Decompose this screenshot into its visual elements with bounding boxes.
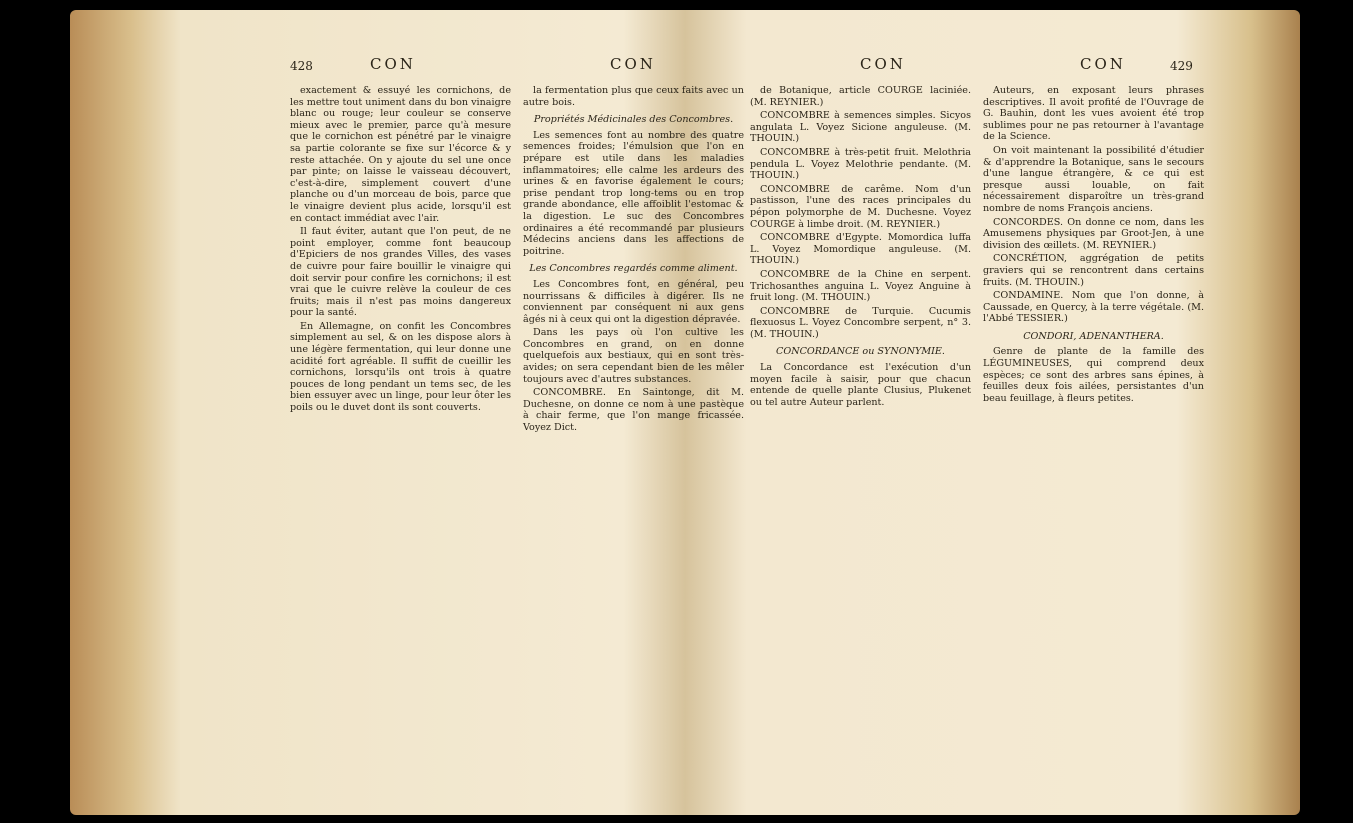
running-head-word: CON bbox=[370, 55, 416, 73]
paragraph: La Concordance est l'exécution d'un moyen facile à saisir, pour que chacun entende de quelle plante Clusius, Plukenet ou tel autre Auteur parlent. bbox=[750, 362, 971, 408]
section-title: CONDORI, ADENANTHERA. bbox=[1023, 330, 1164, 342]
paragraph: Dans les pays où l'on cultive les Concombres en grand, on en donne quelquefois aux bestiaux, qui en sont très-avides; on sera cependant bien de les mêler toujours avec d'autres substances. bbox=[523, 327, 744, 385]
paragraph: CONCORDES. On donne ce nom, dans les Amusemens physiques par Groot-Jen, à une division des œillets. (M. REYNIER.) bbox=[983, 216, 1204, 251]
running-head-word: CON bbox=[860, 55, 906, 73]
page-number: 428 bbox=[290, 59, 313, 73]
paragraph: En Allemagne, on confit les Concombres simplement au sel, & on les dispose alors à une légère fermentation, qui leur donne une acidité fort agréable. Il suffit de cueillir les cornichons, lorsqu'ils ont trois à quatre pouces de long pendant un tems sec, de les bien essuyer avec un linge, pour leur ôter les poils ou le duvet dont ils sont couverts. bbox=[290, 320, 511, 414]
paragraph: Auteurs, en exposant leurs phrases descriptives. Il avoit profité de l'Ouvrage de G. Bauhin, dont les vues avoient été trop sublimes pour ne pas retourner à l'avantage de la Science. bbox=[983, 85, 1204, 143]
paragraph: la fermentation plus que ceux faits avec un autre bois. bbox=[523, 85, 744, 108]
paragraph: CONCOMBRE à semences simples. Sicyos angulata L. Voyez Sicione anguleuse. (M. THOUIN.) bbox=[750, 110, 971, 145]
left-col-1 bbox=[290, 85, 511, 436]
page-number: 429 bbox=[1170, 59, 1193, 73]
paragraph: CONDAMINE. Nom que l'on donne, à Caussade, en Quercy, à la terre végétale. (M. l'Abbé TESSIER.) bbox=[983, 290, 1204, 325]
paragraph: Les semences font au nombre des quatre semences froides; l'émulsion que l'on en prépare est utile dans les maladies inflammatoires; elle calme les ardeurs des urines & en favorise également le cours; prise pendant trop long-tems ou en trop grande abondance, elle affoiblit l'estomac & la digestion. Le suc des Concombres ordinaires a été recommandé par plusieurs Médecins anciens dans les affections de poitrine. bbox=[523, 129, 744, 257]
running-head-word: CON bbox=[1080, 55, 1126, 73]
paragraph: Les Concombres font, en général, peu nourrissans & difficiles à digérer. Ils ne conviennent par conséquent ni aux gens âgés ni à ceux qui ont la digestion dépravée. bbox=[523, 278, 744, 325]
paragraph: CONCOMBRE d'Egypte. Momordica luffa L. Voyez Momordique anguleuse. (M. THOUIN.) bbox=[750, 232, 971, 267]
paragraph: Genre de plante de la famille des LÉGUMINEUSES, qui comprend deux espèces; ce sont des arbres sans épines, à feuilles deux fois ailées, persistantes d'un beau feuillage, à fleurs petites. bbox=[983, 346, 1204, 404]
right-col-2 bbox=[983, 85, 1204, 410]
right-col-1 bbox=[750, 85, 971, 410]
section-title: Les Concombres regardés comme aliment. bbox=[529, 263, 738, 275]
paragraph: Il faut éviter, autant que l'on peut, de ne point employer, comme font beaucoup d'Epiciers de nos grandes Villes, des vases de cuivre pour faire bouillir le vinaigre qui doit servir pour confire les cornichons; il est vrai que le cuivre relève la couleur de ces fruits; mais il n'est pas moins dangereux pour la santé. bbox=[290, 226, 511, 319]
paragraph: exactement & essuyé les cornichons, de les mettre tout uniment dans du bon vinaigre blanc ou rouge; leur couleur se conserve mieux avec le premier, parce qu'à mesure que le cornichon est pénétré par le vinaigre sa partie colorante se fixe sur l'écorce & y reste attachée. On y ajoute du sel une once par pinte; on laisse le vaisseau découvert, c'est-à-dire, simplement couvert d'une planche ou d'un morceau de bois, parce que le vinaigre devient plus acide, lorsqu'il est en contact immédiat avec l'air. bbox=[290, 85, 511, 224]
paragraph: CONCRÉTION, aggrégation de petits graviers qui se rencontrent dans certains fruits. (M. THOUIN.) bbox=[983, 253, 1204, 288]
paragraph: CONCOMBRE de carême. Nom d'un pastisson, l'une des races principales du pépon polymorphe de M. Duchesne. Voyez COURGE à limbe droit. (M. REYNIER.) bbox=[750, 183, 971, 230]
section-title: Propriétés Médicinales des Concombres. bbox=[533, 114, 734, 126]
section-title: CONCORDANCE ou SYNONYMIE. bbox=[775, 346, 945, 358]
paragraph: CONCOMBRE de Turquie. Cucumis flexuosus L. Voyez Concombre serpent, n° 3. (M. THOUIN.) bbox=[750, 305, 971, 340]
left-col-2 bbox=[523, 85, 744, 436]
paragraph: CONCOMBRE à très-petit fruit. Melothria pendula L. Voyez Melothrie pendante. (M. THOUIN.) bbox=[750, 146, 971, 182]
paragraph: CONCOMBRE de la Chine en serpent. Trichosanthes anguina L. Voyez Anguine à fruit long. (M. THOUIN.) bbox=[750, 268, 971, 304]
paragraph: On voit maintenant la possibilité d'étudier & d'apprendre la Botanique, sans le secours d'une langue étrangère, & ce qui est presque aussi louable, on fait nécessairement disparoître un très-grand nombre de noms François anciens. bbox=[983, 144, 1204, 214]
open-book bbox=[70, 10, 1300, 815]
running-head-word: CON bbox=[610, 55, 656, 73]
paragraph: CONCOMBRE. En Saintonge, dit M. Duchesne, on donne ce nom à une pastèque à chair ferme, que l'on mange fricassée. Voyez Dict. bbox=[523, 387, 744, 434]
paragraph: de Botanique, article COURGE laciniée. (M. REYNIER.) bbox=[750, 85, 971, 108]
